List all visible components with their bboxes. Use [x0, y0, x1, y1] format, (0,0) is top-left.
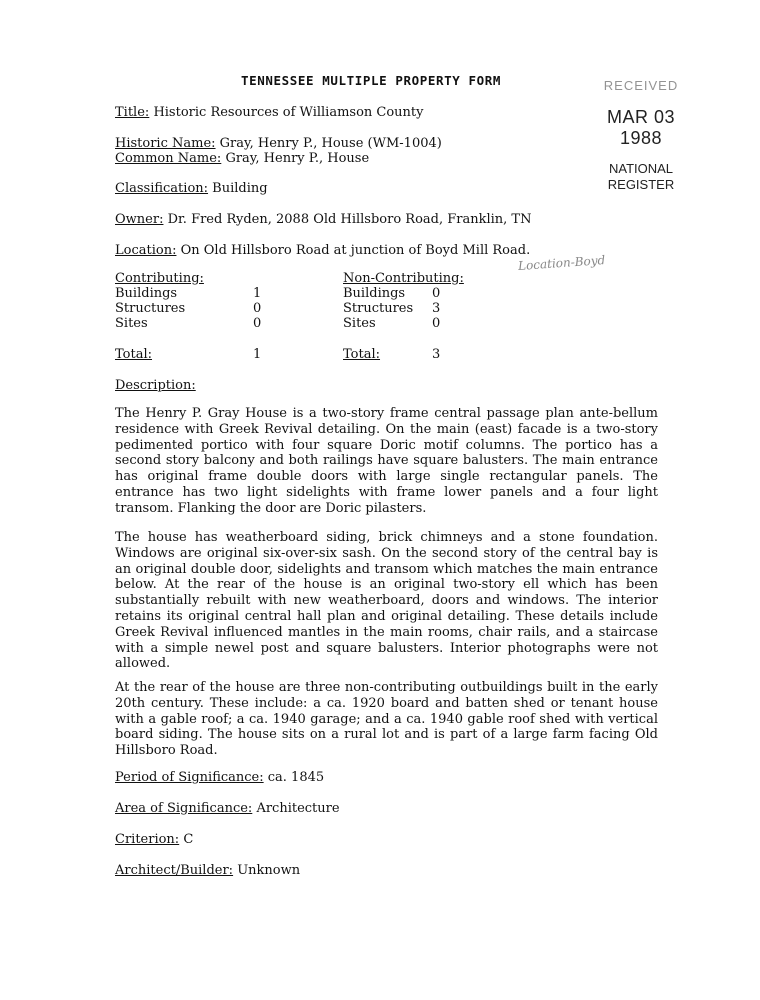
- classification-value: Building: [212, 181, 268, 196]
- row-structures-nc-label: Structures: [343, 301, 414, 316]
- stamp-date: MAR 03 1988: [606, 107, 676, 148]
- row-sites-non-contributing: 0: [432, 316, 441, 331]
- description-paragraph-1: The Henry P. Gray House is a two-story frame central passage plan ante-bellum residence with Greek Revival detailing. On the main (east) facade is a two-story pedimented portico with four square Doric motif columns. The portico has a second story balcony and both railings have square balusters. The main entrance has original frame double doors with large single rectangular panels. The entrance has two light sidelights with frame lower panels and a four light transom. Flanking the door are Doric pilasters.: [115, 406, 658, 516]
- architect-value: Unknown: [237, 863, 301, 878]
- total-contributing: 1: [253, 347, 262, 362]
- total-label: Total:: [115, 347, 153, 362]
- stamp-register-line2: REGISTER: [607, 177, 675, 192]
- owner-field: [115, 212, 531, 227]
- description-paragraph-2: The house has weatherboard siding, brick chimneys and a stone foundation. Windows are original six-over-six sash. On the second story of the central bay is an original double door, sidelights and transom which matches the main entrance below. At the rear of the house is an original two-story ell which has been substantially rebuilt with new weatherboard, doors and windows. The interior retains its original central hall plan and original detailing. These details include Greek Revival influenced mantles in the main rooms, chair rails, and a staircase with a simple newel post and square balusters. Interior photographs were not allowed.: [115, 530, 658, 672]
- row-buildings-contributing: 1: [253, 286, 262, 301]
- non-contributing-header: Non-Contributing:: [343, 271, 464, 286]
- criterion-value: C: [183, 832, 194, 847]
- classification-field: [115, 181, 268, 196]
- historic-name-value: Gray, Henry P., House (WM-1004): [219, 136, 442, 151]
- common-name-value: Gray, Henry P., House: [225, 151, 370, 166]
- classification-label: Classification:: [115, 181, 209, 196]
- period-field: [115, 770, 324, 785]
- criterion-field: [115, 832, 193, 847]
- common-name-label: Common Name:: [115, 151, 222, 166]
- row-sites-nc-label: Sites: [343, 316, 376, 331]
- criterion-label: Criterion:: [115, 832, 180, 847]
- period-label: Period of Significance:: [115, 770, 264, 785]
- handwritten-note: Location-Boyd: [517, 252, 606, 274]
- form-title: TENNESSEE MULTIPLE PROPERTY FORM: [241, 73, 502, 88]
- historic-name-label: Historic Name:: [115, 136, 216, 151]
- stamp-register: [586, 161, 696, 193]
- row-sites-label: Sites: [115, 316, 148, 331]
- area-field: [115, 801, 340, 816]
- row-structures-contributing: 0: [253, 301, 262, 316]
- area-value: Architecture: [256, 801, 340, 816]
- area-label: Area of Significance:: [115, 801, 253, 816]
- description-paragraph-3: At the rear of the house are three non-contributing outbuildings built in the early 20th century. These include: a ca. 1920 board and batten shed or tenant house with a gable roof; a ca. 1940 garage; and a ca. 1940 gable roof shed with vertical board siding. The house sits on a rural lot and is part of a large farm facing Old Hillsboro Road.: [115, 680, 658, 759]
- title-value: Historic Resources of Williamson County: [153, 105, 424, 120]
- common-name-field: [115, 151, 369, 166]
- title-label: Title:: [115, 105, 150, 120]
- location-field: [115, 243, 530, 258]
- location-label: Location:: [115, 243, 177, 258]
- row-structures-label: Structures: [115, 301, 186, 316]
- description-label: Description:: [115, 378, 196, 393]
- row-buildings-nc-label: Buildings: [343, 286, 406, 301]
- period-value: ca. 1845: [267, 770, 325, 785]
- row-structures-non-contributing: 3: [432, 301, 441, 316]
- row-sites-contributing: 0: [253, 316, 262, 331]
- owner-value: Dr. Fred Ryden, 2088 Old Hillsboro Road, Franklin, TN: [167, 212, 532, 227]
- location-value: On Old Hillsboro Road at junction of Boyd Mill Road.: [180, 243, 531, 258]
- stamp-register-line1: NATIONAL: [608, 161, 674, 176]
- historic-name-field: [115, 136, 442, 151]
- owner-label: Owner:: [115, 212, 164, 227]
- title-field: [115, 105, 424, 120]
- total-non-contributing: 3: [432, 347, 441, 362]
- row-buildings-label: Buildings: [115, 286, 178, 301]
- total-nc-label: Total:: [343, 347, 381, 362]
- contributing-header: Contributing:: [115, 271, 204, 286]
- received-stamp: [586, 78, 696, 193]
- stamp-received: RECEIVED: [603, 78, 679, 93]
- architect-label: Architect/Builder:: [115, 863, 234, 878]
- row-buildings-non-contributing: 0: [432, 286, 441, 301]
- architect-field: [115, 863, 300, 878]
